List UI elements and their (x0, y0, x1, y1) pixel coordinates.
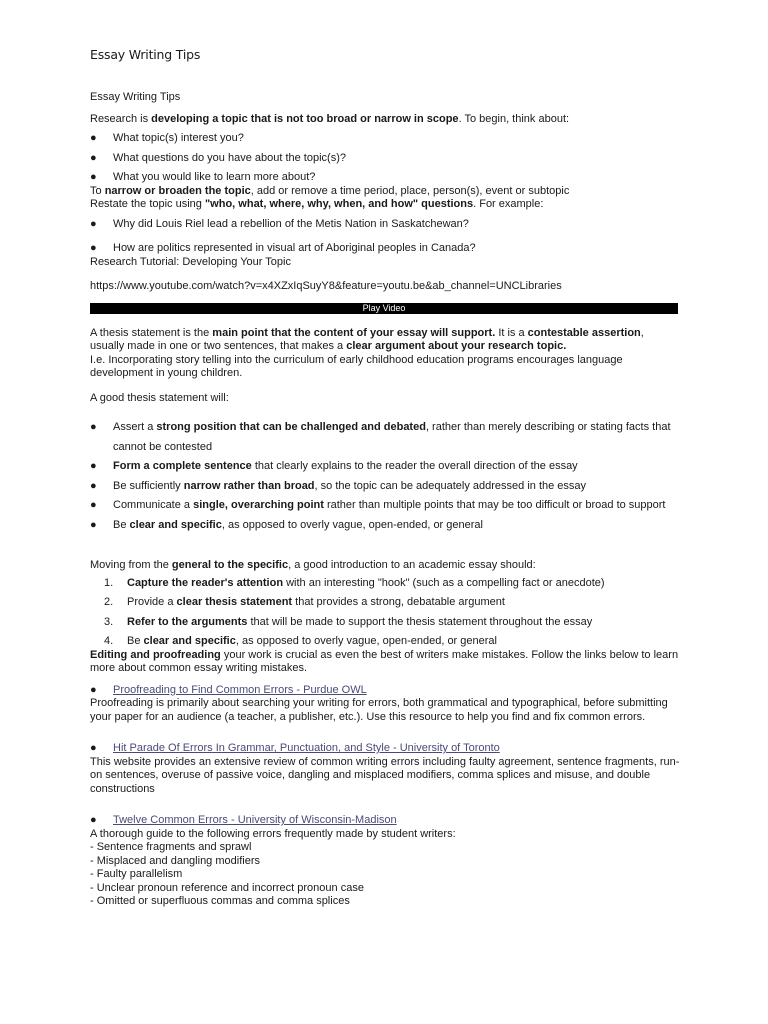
bullet-icon: ● (90, 151, 97, 164)
thesis-definition-cont: usually made in one or two sentences, that makes a clear argument about your research topic. (90, 340, 567, 352)
bullet-icon: ● (90, 683, 97, 696)
good-thesis-lead: A good thesis statement will: (90, 391, 229, 404)
bullet-icon: ● (90, 479, 97, 492)
resource-link-line (90, 814, 680, 828)
list-item: ● What questions do you have about the topic(s)? (90, 151, 346, 164)
purdue-owl-link[interactable]: Proofreading to Find Common Errors - Purdue OWL (113, 683, 367, 696)
bullet-icon: ● (90, 460, 97, 472)
list-item: ● Why did Louis Riel lead a rebellion of the Metis Nation in Saskatchewan? (90, 217, 469, 230)
video-url[interactable]: https://www.youtube.com/watch?v=x4XZxIqSuyY8&feature=youtu.be&ab_channel=UNCLibraries (90, 280, 562, 292)
resource-description: This website provides an extensive review of common writing errors including faulty agreement, sentence fragments, run-on sentences, overuse of passive voice, dangling and misplaced modifiers, comma splices and misuse, and double constructions (90, 755, 680, 795)
bullet-icon: ● (90, 814, 97, 826)
introduction-lead: Moving from the general to the specific, a good introduction to an academic essay should: (90, 559, 536, 571)
bullet-icon: ● (90, 499, 97, 511)
document-title: Essay Writing Tips (90, 47, 201, 62)
research-paragraph: Research is developing a topic that is not too broad or narrow in scope. To begin, think about: (90, 112, 570, 125)
list-item: ● What you would like to learn more about? (90, 171, 316, 183)
bullet-icon: ● (90, 518, 97, 531)
numbered-item: 3. Refer to the arguments that will be made to support the thesis statement throughout the essay (104, 615, 593, 628)
thesis-criteria-list (90, 418, 680, 535)
list-item: ● Assert a strong position that can be challenged and debated, rather than merely describing or stating facts that cannot be contested (90, 418, 680, 457)
list-item: ● Be sufficiently narrow rather than broad, so the topic can be adequately addressed in the essay (90, 477, 680, 497)
tutorial-label: Research Tutorial: Developing Your Topic (90, 255, 291, 268)
list-item: ● Communicate a single, overarching point rather than multiple points that may be too difficult or broad to support (90, 496, 680, 516)
numbered-item: 4. Be clear and specific, as opposed to overly vague, open-ended, or general (104, 635, 497, 647)
bullet-icon: ● (90, 132, 97, 144)
toronto-link[interactable]: Hit Parade Of Errors In Grammar, Punctuation, and Style - University of Toronto (113, 742, 500, 754)
list-item: ● Form a complete sentence that clearly explains to the reader the overall direction of the essay (90, 457, 680, 477)
error-list-item: - Faulty parallelism (90, 868, 183, 880)
document-body (90, 91, 680, 909)
resource-description: Proofreading is primarily about searching your writing for errors, both grammatical and typographical, before submitting your paper for an audience (a teacher, a publisher, etc.). Use this resource to help you find and fix common errors. (90, 697, 668, 723)
resource-link-line (90, 742, 680, 756)
bullet-icon: ● (90, 242, 97, 254)
play-video-button[interactable]: Play Video (90, 303, 678, 314)
list-item: ● How are politics represented in visual art of Aboriginal peoples in Canada? (90, 242, 476, 254)
thesis-example: I.e. Incorporating story telling into the curriculum of early childhood education programs encourages language development in young children. (90, 353, 623, 379)
bullet-icon: ● (90, 171, 97, 183)
error-list-item: - Sentence fragments and sprawl (90, 841, 252, 853)
bullet-icon: ● (90, 421, 97, 433)
bullet-icon: ● (90, 217, 97, 230)
wisconsin-link[interactable]: Twelve Common Errors - University of Wisconsin-Madison (113, 814, 397, 826)
section-heading: Essay Writing Tips (90, 91, 181, 103)
thesis-definition: A thesis statement is the main point that the content of your essay will support. It is a contestable assertion, (90, 326, 644, 339)
resource-link-line (90, 684, 680, 698)
bullet-icon: ● (90, 742, 97, 754)
error-list-item: - Unclear pronoun reference and incorrect pronoun case (90, 881, 364, 894)
error-list-item: - Omitted or superfluous commas and comma splices (90, 895, 350, 907)
resource-description: A thorough guide to the following errors frequently made by student writers: (90, 827, 456, 840)
numbered-item: 1. Capture the reader's attention with an interesting "hook" (such as a compelling fact or anecdote) (104, 576, 605, 589)
list-item: ● What topic(s) interest you? (90, 132, 244, 144)
narrow-paragraph: To narrow or broaden the topic, add or remove a time period, place, person(s), event or subtopic (90, 184, 570, 197)
numbered-item: 2. Provide a clear thesis statement that provides a strong, debatable argument (104, 596, 505, 608)
list-item: ● Be clear and specific, as opposed to overly vague, open-ended, or general (90, 516, 680, 536)
error-list-item: - Misplaced and dangling modifiers (90, 854, 260, 867)
editing-paragraph: Editing and proofreading your work is crucial as even the best of writers make mistakes. Follow the links below to learn more about common essay writing mistakes. (90, 648, 679, 674)
restate-paragraph: Restate the topic using "who, what, where, why, when, and how" questions. For example: (90, 198, 544, 210)
